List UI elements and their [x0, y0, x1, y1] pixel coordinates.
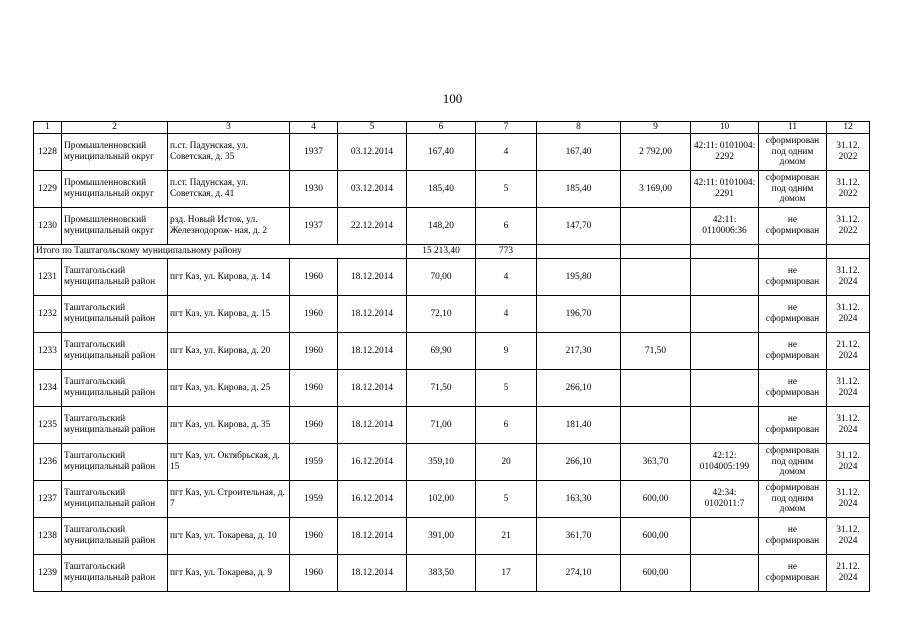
count-cell: 6 — [476, 208, 537, 245]
row-number: 1238 — [34, 518, 62, 555]
column-header: 4 — [290, 122, 338, 134]
date-cell: 18.12.2014 — [338, 555, 407, 592]
deadline-cell: 21.12. 2024 — [827, 333, 870, 370]
value-cell — [621, 370, 691, 407]
count-cell: 6 — [476, 407, 537, 444]
count-cell: 5 — [476, 171, 537, 208]
column-header: 3 — [168, 122, 290, 134]
column-header: 5 — [338, 122, 407, 134]
empty-cell — [759, 245, 827, 259]
deadline-cell: 31.12. 2024 — [827, 444, 870, 481]
year-cell: 1960 — [290, 407, 338, 444]
empty-cell — [621, 245, 691, 259]
empty-cell — [827, 245, 870, 259]
count-cell: 9 — [476, 333, 537, 370]
municipality-cell: Промышленновский муниципальный округ — [62, 134, 168, 171]
year-cell: 1959 — [290, 481, 338, 518]
area-living-cell: 181,40 — [537, 407, 621, 444]
municipality-cell: Таштагольский муниципальный район — [62, 296, 168, 333]
total-area: 15 213,40 — [407, 245, 476, 259]
count-cell: 20 — [476, 444, 537, 481]
status-cell: не сформирован — [759, 208, 827, 245]
area-cell: 359,10 — [407, 444, 476, 481]
area-cell: 72,10 — [407, 296, 476, 333]
municipality-cell: Таштагольский муниципальный район — [62, 444, 168, 481]
value-cell: 3 169,00 — [621, 171, 691, 208]
table-row — [34, 518, 870, 555]
row-number: 1237 — [34, 481, 62, 518]
date-cell: 16.12.2014 — [338, 481, 407, 518]
status-cell: не сформирован — [759, 370, 827, 407]
municipality-cell: Таштагольский муниципальный район — [62, 407, 168, 444]
area-living-cell: 266,10 — [537, 370, 621, 407]
column-header: 7 — [476, 122, 537, 134]
municipality-cell: Таштагольский муниципальный район — [62, 481, 168, 518]
area-living-cell: 163,30 — [537, 481, 621, 518]
column-header: 11 — [759, 122, 827, 134]
total-section — [34, 245, 870, 259]
count-cell: 21 — [476, 518, 537, 555]
count-cell: 5 — [476, 481, 537, 518]
value-cell: 71,50 — [621, 333, 691, 370]
area-living-cell: 147,70 — [537, 208, 621, 245]
area-living-cell: 266,10 — [537, 444, 621, 481]
address-cell: п.ст. Падунская, ул. Советская, д. 35 — [168, 134, 290, 171]
value-cell — [621, 208, 691, 245]
cadastral-cell — [691, 518, 759, 555]
area-cell: 383,50 — [407, 555, 476, 592]
year-cell: 1959 — [290, 444, 338, 481]
count-cell: 4 — [476, 134, 537, 171]
table-row — [34, 296, 870, 333]
year-cell: 1937 — [290, 134, 338, 171]
address-cell: пгт Каз, ул. Октябрьская, д. 15 — [168, 444, 290, 481]
deadline-cell: 31.12. 2024 — [827, 518, 870, 555]
area-cell: 71,50 — [407, 370, 476, 407]
status-cell: сформирован под одним домом — [759, 481, 827, 518]
area-cell: 148,20 — [407, 208, 476, 245]
deadline-cell: 31.12. 2024 — [827, 407, 870, 444]
cadastral-cell — [691, 555, 759, 592]
date-cell: 16.12.2014 — [338, 444, 407, 481]
year-cell: 1937 — [290, 208, 338, 245]
row-number: 1231 — [34, 259, 62, 296]
status-cell: сформирован под одним домом — [759, 171, 827, 208]
row-number: 1233 — [34, 333, 62, 370]
deadline-cell: 31.12. 2024 — [827, 481, 870, 518]
value-cell: 363,70 — [621, 444, 691, 481]
date-cell: 18.12.2014 — [338, 370, 407, 407]
municipality-cell: Таштагольский муниципальный район — [62, 259, 168, 296]
deadline-cell: 31.12. 2022 — [827, 171, 870, 208]
housing-register-table — [33, 121, 870, 592]
total-row — [34, 245, 870, 259]
date-cell: 18.12.2014 — [338, 518, 407, 555]
table-row — [34, 370, 870, 407]
area-cell: 69,90 — [407, 333, 476, 370]
address-cell: пгт Каз, ул. Кирова, д. 15 — [168, 296, 290, 333]
deadline-cell: 31.12. 2024 — [827, 296, 870, 333]
address-cell: пгт Каз, ул. Кирова, д. 35 — [168, 407, 290, 444]
year-cell: 1960 — [290, 555, 338, 592]
empty-cell — [691, 245, 759, 259]
address-cell: пгт Каз, ул. Токарева, д. 9 — [168, 555, 290, 592]
column-header: 9 — [621, 122, 691, 134]
column-header: 6 — [407, 122, 476, 134]
status-cell: не сформирован — [759, 296, 827, 333]
year-cell: 1930 — [290, 171, 338, 208]
municipality-cell: Таштагольский муниципальный район — [62, 518, 168, 555]
status-cell: не сформирован — [759, 259, 827, 296]
area-living-cell: 185,40 — [537, 171, 621, 208]
column-header: 12 — [827, 122, 870, 134]
date-cell: 22.12.2014 — [338, 208, 407, 245]
status-cell: сформирован под одним домом — [759, 134, 827, 171]
table-row — [34, 171, 870, 208]
area-living-cell: 196,70 — [537, 296, 621, 333]
year-cell: 1960 — [290, 259, 338, 296]
table-row — [34, 333, 870, 370]
municipality-cell: Таштагольский муниципальный район — [62, 333, 168, 370]
row-number: 1239 — [34, 555, 62, 592]
address-cell: пгт Каз, ул. Кирова, д. 14 — [168, 259, 290, 296]
row-number: 1230 — [34, 208, 62, 245]
column-header: 8 — [537, 122, 621, 134]
column-header: 2 — [62, 122, 168, 134]
area-cell: 102,00 — [407, 481, 476, 518]
page-number: 100 — [442, 91, 463, 106]
area-living-cell: 217,30 — [537, 333, 621, 370]
table-row — [34, 555, 870, 592]
date-cell: 18.12.2014 — [338, 333, 407, 370]
cadastral-cell: 42:12: 0104005:199 — [691, 444, 759, 481]
area-cell: 167,40 — [407, 134, 476, 171]
header-row — [34, 122, 870, 134]
total-count: 773 — [476, 245, 537, 259]
deadline-cell: 31.12. 2024 — [827, 259, 870, 296]
column-header: 1 — [34, 122, 62, 134]
year-cell: 1960 — [290, 296, 338, 333]
status-cell: не сформирован — [759, 555, 827, 592]
empty-cell — [537, 245, 621, 259]
value-cell — [621, 407, 691, 444]
deadline-cell: 31.12. 2022 — [827, 208, 870, 245]
status-cell: сформирован под одним домом — [759, 444, 827, 481]
value-cell — [621, 259, 691, 296]
row-number: 1234 — [34, 370, 62, 407]
cadastral-cell — [691, 407, 759, 444]
area-cell: 70,00 — [407, 259, 476, 296]
count-cell: 4 — [476, 296, 537, 333]
date-cell: 03.12.2014 — [338, 134, 407, 171]
municipality-cell: Промышленновский муниципальный округ — [62, 208, 168, 245]
address-cell: пгт Каз, ул. Кирова, д. 20 — [168, 333, 290, 370]
table-row — [34, 481, 870, 518]
row-number: 1236 — [34, 444, 62, 481]
date-cell: 18.12.2014 — [338, 296, 407, 333]
table-row — [34, 259, 870, 296]
cadastral-cell: 42:11: 0101004: 2291 — [691, 171, 759, 208]
area-living-cell: 167,40 — [537, 134, 621, 171]
value-cell: 600,00 — [621, 518, 691, 555]
rows-tashtagolsky — [34, 259, 870, 592]
row-number: 1232 — [34, 296, 62, 333]
area-cell: 391,00 — [407, 518, 476, 555]
address-cell: пгт Каз, ул. Токарева, д. 10 — [168, 518, 290, 555]
cadastral-cell — [691, 259, 759, 296]
rows-promyshlennovsky — [34, 134, 870, 245]
cadastral-cell: 42:34: 0102011:7 — [691, 481, 759, 518]
cadastral-cell: 42:11: 0101004: 2292 — [691, 134, 759, 171]
column-header: 10 — [691, 122, 759, 134]
date-cell: 18.12.2014 — [338, 259, 407, 296]
year-cell: 1960 — [290, 370, 338, 407]
address-cell: пгт Каз, ул. Строительная, д. 7 — [168, 481, 290, 518]
value-cell: 600,00 — [621, 481, 691, 518]
area-living-cell: 195,80 — [537, 259, 621, 296]
area-living-cell: 274,10 — [537, 555, 621, 592]
deadline-cell: 31.12. 2024 — [827, 370, 870, 407]
address-cell: пгт Каз, ул. Кирова, д. 25 — [168, 370, 290, 407]
year-cell: 1960 — [290, 333, 338, 370]
area-living-cell: 361,70 — [537, 518, 621, 555]
table-row — [34, 134, 870, 171]
status-cell: не сформирован — [759, 407, 827, 444]
table-row — [34, 444, 870, 481]
row-number: 1228 — [34, 134, 62, 171]
area-cell: 71,00 — [407, 407, 476, 444]
row-number: 1235 — [34, 407, 62, 444]
count-cell: 5 — [476, 370, 537, 407]
municipality-cell: Таштагольский муниципальный район — [62, 370, 168, 407]
cadastral-cell — [691, 370, 759, 407]
value-cell: 2 792,00 — [621, 134, 691, 171]
cadastral-cell — [691, 296, 759, 333]
address-cell: рзд. Новый Исток, ул. Железнодорож- ная, д. 2 — [168, 208, 290, 245]
year-cell: 1960 — [290, 518, 338, 555]
date-cell: 18.12.2014 — [338, 407, 407, 444]
row-number: 1229 — [34, 171, 62, 208]
status-cell: не сформирован — [759, 333, 827, 370]
cadastral-cell: 42:11: 0110006:36 — [691, 208, 759, 245]
date-cell: 03.12.2014 — [338, 171, 407, 208]
municipality-cell: Промышленновский муниципальный округ — [62, 171, 168, 208]
value-cell: 600,00 — [621, 555, 691, 592]
total-label: Итого по Таштагольскому муниципальному району — [34, 245, 407, 259]
cadastral-cell — [691, 333, 759, 370]
deadline-cell: 31.12. 2022 — [827, 134, 870, 171]
count-cell: 17 — [476, 555, 537, 592]
deadline-cell: 21.12. 2024 — [827, 555, 870, 592]
count-cell: 4 — [476, 259, 537, 296]
table-row — [34, 407, 870, 444]
address-cell: п.ст. Падунская, ул. Советская, д. 41 — [168, 171, 290, 208]
municipality-cell: Таштагольский муниципальный район — [62, 555, 168, 592]
value-cell — [621, 296, 691, 333]
status-cell: не сформирован — [759, 518, 827, 555]
table-row — [34, 208, 870, 245]
area-cell: 185,40 — [407, 171, 476, 208]
